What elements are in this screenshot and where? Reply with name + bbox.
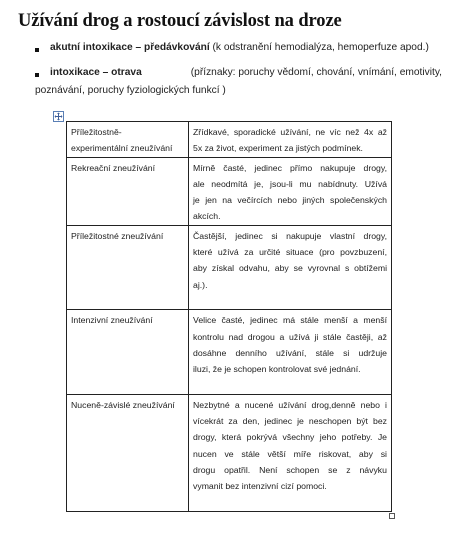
- usage-description-line: drogy, která pokrývá všechny jeho potřeby. Je: [193, 432, 387, 443]
- drug-use-table: [66, 121, 392, 512]
- table-resize-handle[interactable]: [389, 513, 395, 519]
- usage-description-line: aby získal odvahu, aby se vyrovnal s obtížemi: [193, 263, 387, 274]
- table-row: [67, 157, 392, 225]
- usage-description-line: kontrolu nad drogou a užívá ji stále častěji, až: [193, 331, 387, 342]
- document-title: Užívání drog a rostoucí závislost na droze: [18, 11, 342, 31]
- bullet-description: předávkování: [144, 42, 210, 53]
- bullet-note-continuation: poznávání, poruchy fyziologických funkcí ): [35, 85, 226, 96]
- usage-type-cell: [67, 225, 189, 309]
- bullet-term: intoxikace: [50, 67, 100, 78]
- bullet-marker: [35, 48, 39, 52]
- usage-description-line: nucen ve stále větší míře riskovat, aby si: [193, 448, 387, 459]
- cell-padding: [193, 377, 387, 393]
- usage-type-text: Příležitostné zneužívání: [71, 230, 164, 241]
- move-arrows-icon: [54, 112, 63, 121]
- usage-description-line: drogu opatřil. Není schopen se z návyku: [193, 464, 387, 475]
- bullet-description: otrava: [111, 67, 142, 78]
- usage-description-line: akcích.: [193, 211, 221, 222]
- usage-description-line: Zřídkavé, sporadické užívání, ne víc než 4x až: [193, 127, 387, 137]
- usage-description-line: 5x za život, experiment za jistých podmínek.: [193, 143, 363, 154]
- usage-description-line: Mírně časté, jedinec přímo nakupuje drogy,: [193, 162, 387, 173]
- usage-description-line: je jen na večírcích nebo jiných společenských: [193, 195, 387, 206]
- bullet-term: akutní intoxikace: [50, 42, 133, 53]
- usage-type-cell: [67, 310, 189, 394]
- bullet-separator: –: [132, 42, 144, 53]
- usage-description-cell: [189, 394, 392, 511]
- usage-description-line: ale neodmítá je, jsou-li mu nabídnuty. Užívá: [193, 178, 387, 189]
- usage-description-line: vícekrát za den, jedinec je neschopen být bez: [193, 416, 387, 427]
- usage-description-line: které užívá za určité situace (pro povzbuzení,: [193, 247, 387, 258]
- usage-description-line: dosáhne denního užívání, stále si udržuje: [193, 347, 387, 358]
- table-row: [67, 122, 392, 158]
- bullet-marker: [35, 73, 39, 77]
- usage-type-cell: [67, 122, 189, 158]
- usage-description-cell: [189, 310, 392, 394]
- table-row: [67, 394, 392, 511]
- usage-type-text: experimentální zneužívání: [71, 143, 173, 154]
- usage-description-line: Velice časté, jedinec má stále menší a menší: [193, 315, 387, 326]
- cell-padding: [193, 293, 387, 309]
- usage-description-cell: [189, 157, 392, 225]
- bullet-separator: –: [99, 67, 112, 78]
- usage-type-text: Intenzivní zneužívání: [71, 315, 153, 326]
- usage-description-line: iluzi, že je schopen kontrolovat své jednání.: [193, 364, 361, 375]
- table-row: [67, 225, 392, 309]
- usage-description-cell: [189, 122, 392, 158]
- usage-description-line: Častější, jedinec si nakupuje vlastní drogy,: [193, 230, 387, 241]
- usage-description-line: vymanit bez intenzivní cizí pomoci.: [193, 481, 327, 492]
- usage-type-cell: [67, 394, 189, 511]
- usage-description-cell: [189, 225, 392, 309]
- bullet-item-acute: [50, 42, 429, 53]
- usage-type-cell: [67, 157, 189, 225]
- table-row: [67, 310, 392, 394]
- bullet-note: (k odstranění hemodialýza, hemoperfuze apod.): [209, 42, 429, 53]
- bullet-note: (příznaky: poruchy vědomí, chování, vnímání, emotivity,: [190, 67, 442, 78]
- cell-padding: [193, 495, 387, 511]
- usage-description-line: Nezbytné a nucené užívání drog,denně nebo i: [193, 399, 387, 410]
- usage-type-text: Nuceně-závislé zneužívání: [71, 399, 175, 410]
- table-move-handle[interactable]: [53, 111, 64, 122]
- usage-type-text: Příležitostně-: [71, 127, 122, 137]
- usage-type-text: Rekreační zneužívání: [71, 162, 156, 173]
- usage-description-line: aj.).: [193, 279, 208, 290]
- bullet-item-intoxication: [50, 67, 442, 78]
